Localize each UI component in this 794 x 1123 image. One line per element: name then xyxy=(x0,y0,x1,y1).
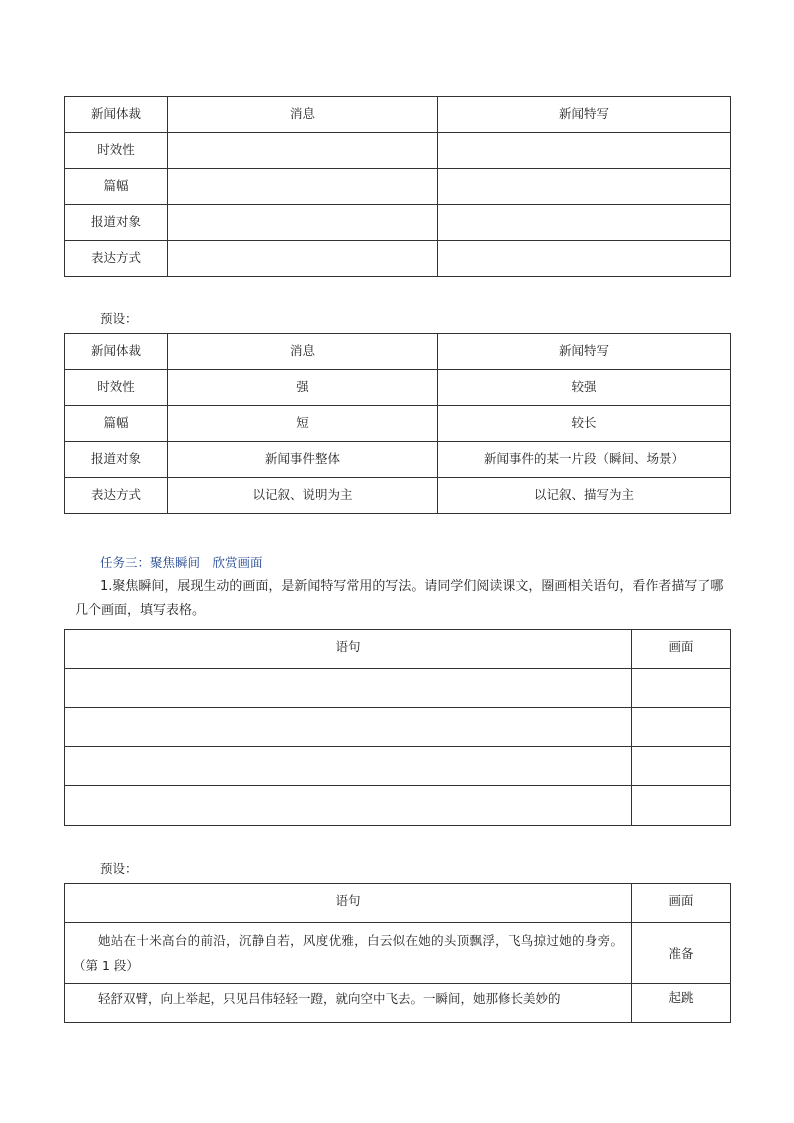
table-row xyxy=(65,133,731,169)
news-cell: 强 xyxy=(296,379,309,394)
table-row xyxy=(65,406,731,442)
blank-cell[interactable] xyxy=(632,747,731,786)
task-description: 1.聚焦瞬间，展现生动的画面，是新闻特写常用的写法。请同学们阅读课文，圈画相关语句，看作者描写了哪几个画面，填写表格。 xyxy=(75,579,724,618)
header-sentence: 语句 xyxy=(335,893,361,908)
blank-cell[interactable] xyxy=(168,169,438,205)
table-header-row xyxy=(65,630,731,669)
table-row xyxy=(65,370,731,406)
sentence-cell: 她站在十米高台的前沿，沉静自若，风度优雅，白云似在她的头顶飘浮，飞鸟掠过她的身旁。（第 1 段） xyxy=(73,933,623,973)
row-label: 时效性 xyxy=(97,379,135,394)
blank-cell[interactable] xyxy=(65,708,632,747)
row-label: 表达方式 xyxy=(90,250,141,265)
table-row xyxy=(65,747,731,786)
table-row xyxy=(65,241,731,277)
blank-cell[interactable] xyxy=(438,133,731,169)
sentence-cell: 轻舒双臂，向上举起，只见吕伟轻轻一蹬，就向空中飞去。一瞬间，她那修长美妙的 xyxy=(98,991,561,1006)
blank-cell[interactable] xyxy=(632,708,731,747)
header-sentence: 语句 xyxy=(335,639,361,654)
feature-cell: 新闻事件的某一片段（瞬间、场景） xyxy=(483,451,684,466)
header-feature: 新闻特写 xyxy=(558,343,609,358)
table-header-row xyxy=(65,884,731,923)
feature-cell: 较长 xyxy=(571,415,597,430)
header-scene: 画面 xyxy=(668,893,694,908)
genre-comparison-table-blank xyxy=(64,96,731,277)
row-label: 篇幅 xyxy=(103,415,129,430)
blank-cell[interactable] xyxy=(65,669,632,708)
row-label: 报道对象 xyxy=(90,214,141,229)
scene-cell: 准备 xyxy=(668,946,694,961)
table-row xyxy=(65,442,731,478)
task-title: 任务三：聚焦瞬间 欣赏画面 xyxy=(100,555,263,570)
blank-cell[interactable] xyxy=(438,241,731,277)
preset-label: 预设： xyxy=(100,311,138,326)
table-header-row xyxy=(65,334,731,370)
row-label: 时效性 xyxy=(97,142,135,157)
row-label: 表达方式 xyxy=(90,487,141,502)
blank-cell[interactable] xyxy=(438,169,731,205)
header-genre: 新闻体裁 xyxy=(90,343,141,358)
blank-cell[interactable] xyxy=(65,747,632,786)
table-row xyxy=(65,478,731,514)
table-row xyxy=(65,708,731,747)
table-row xyxy=(65,205,731,241)
blank-cell[interactable] xyxy=(168,133,438,169)
row-label: 篇幅 xyxy=(103,178,129,193)
news-cell: 短 xyxy=(296,415,309,430)
blank-cell[interactable] xyxy=(65,786,632,826)
blank-cell[interactable] xyxy=(632,669,731,708)
header-feature: 新闻特写 xyxy=(558,106,609,121)
table-row xyxy=(65,169,731,205)
table-row xyxy=(65,786,731,826)
sentence-scene-table-blank xyxy=(64,629,731,826)
table-header-row xyxy=(65,97,731,133)
table-row xyxy=(65,669,731,708)
news-cell: 新闻事件整体 xyxy=(264,451,340,466)
header-news: 消息 xyxy=(289,343,315,358)
feature-cell: 较强 xyxy=(571,379,597,394)
news-cell: 以记叙、说明为主 xyxy=(252,487,353,502)
row-label: 报道对象 xyxy=(90,451,141,466)
table-row xyxy=(65,923,731,984)
genre-comparison-table-preset xyxy=(64,333,731,514)
preset-label: 预设： xyxy=(100,861,138,876)
header-scene: 画面 xyxy=(668,639,694,654)
header-genre: 新闻体裁 xyxy=(90,106,141,121)
blank-cell[interactable] xyxy=(168,205,438,241)
feature-cell: 以记叙、描写为主 xyxy=(533,487,634,502)
header-news: 消息 xyxy=(289,106,315,121)
blank-cell[interactable] xyxy=(438,205,731,241)
blank-cell[interactable] xyxy=(168,241,438,277)
table-row xyxy=(65,984,731,1023)
scene-cell: 起跳 xyxy=(668,990,694,1005)
blank-cell[interactable] xyxy=(632,786,731,826)
sentence-scene-table-preset xyxy=(64,883,731,1023)
